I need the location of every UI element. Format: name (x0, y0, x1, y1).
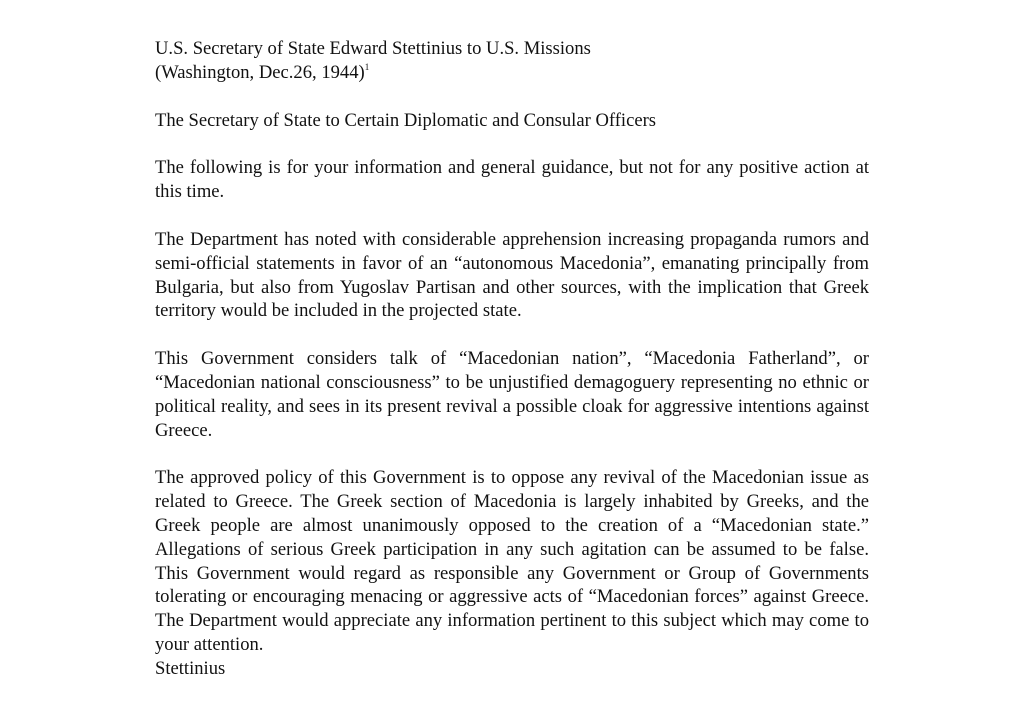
document-heading (155, 37, 869, 85)
paragraph-propaganda: The Department has noted with considerable apprehension increasing propaganda rumors and semi-official statements in favor of an “autonomous Macedonia”, emanating principally from Bulgaria, but also from Yugoslav Partisan and other sources, with the implication that Greek territory would be included in the projected state. (155, 228, 869, 322)
paragraph-policy: The approved policy of this Government is to oppose any revival of the Macedonian issue as related to Greece. The Greek section of Macedonia is largely inhabited by Greeks, and the Greek people are almost unanimously opposed to the creation of a “Macedonian state.” Allegations of serious Greek participation in any such agitation can be assumed to be false. This Government would regard as responsible any Government or Group of Governments tolerating or encouraging menacing or aggressive acts of “Macedonian forces” against Greece. The Department would appreciate any information pertinent to this subject which may come to your attention. (155, 467, 869, 655)
signature: Stettinius (155, 657, 226, 679)
addressee-line: The Secretary of State to Certain Diplomatic and Consular Officers (155, 109, 657, 131)
paragraph-intro: The following is for your information and general guidance, but not for any positive action at this time. (155, 157, 869, 203)
paragraph-government-view: This Government considers talk of “Macedonian nation”, “Macedonia Fatherland”, or “Macedonian national consciousness” to be unjustified demagoguery representing no ethnic or political reality, and sees in its present revival a possible cloak for aggressive intentions against Greece. (155, 348, 869, 441)
document-page (155, 37, 869, 681)
footnote-marker: 1 (364, 61, 370, 72)
document-date-line (155, 61, 869, 85)
document-title: U.S. Secretary of State Edward Stettinius to U.S. Missions (155, 38, 591, 59)
document-date: (Washington, Dec.26, 1944) (155, 61, 365, 83)
